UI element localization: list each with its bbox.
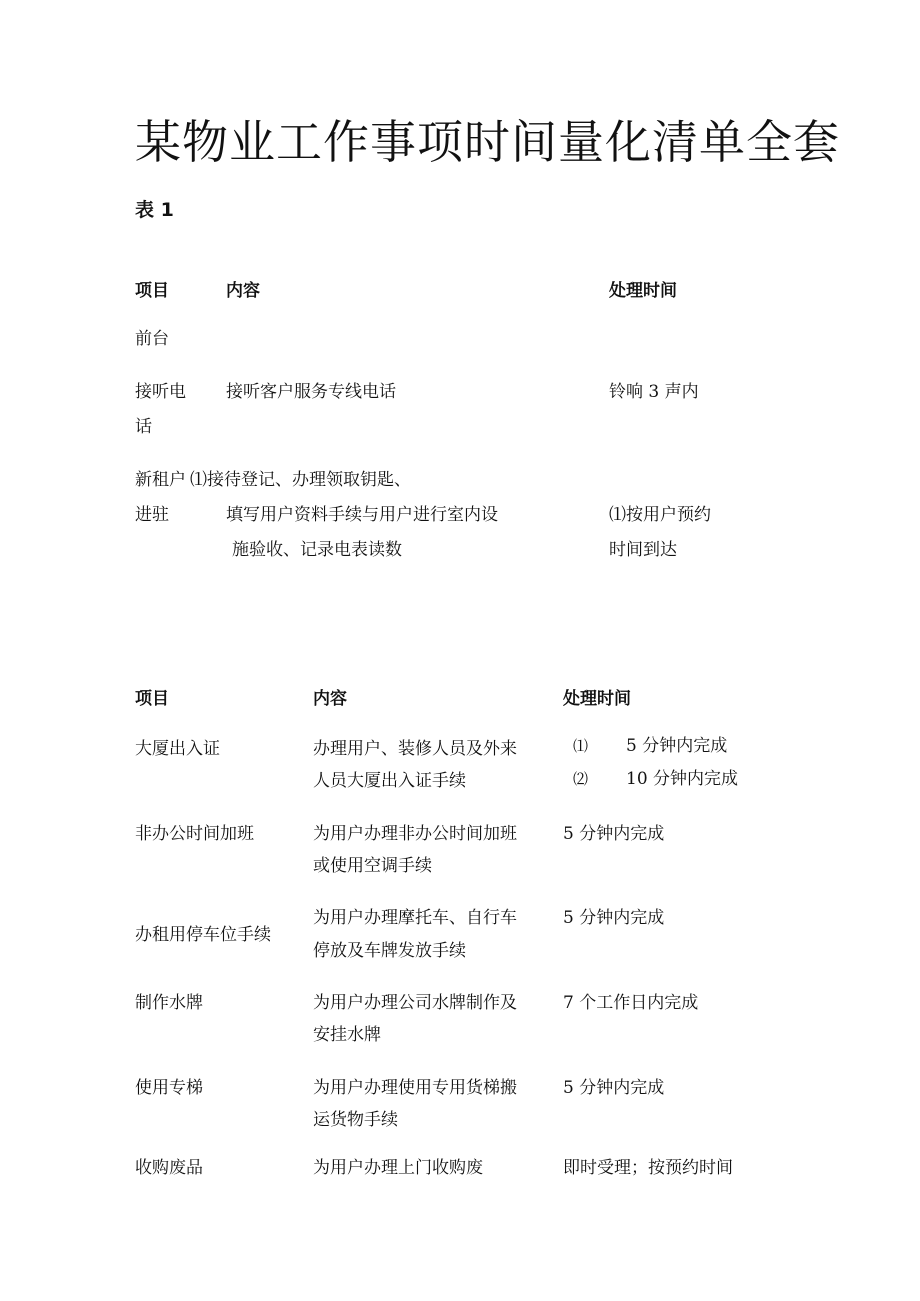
row-content-cont: 安挂水牌 [313, 1025, 381, 1045]
row-item: 制作水牌 [135, 993, 203, 1013]
row-item: 接听电 [135, 382, 186, 402]
header-content: 内容 [313, 689, 347, 709]
section-label: 前台 [135, 329, 169, 349]
row-time: 5 分钟内完成 [563, 1078, 665, 1098]
row-content-cont: 填写用户资料手续与用户进行室内设 [226, 505, 498, 525]
row-time: 7 个工作日内完成 [563, 993, 699, 1013]
row-item: 使用专梯 [135, 1078, 203, 1098]
row-time: 5 分钟内完成 [626, 736, 728, 756]
row-time-cont: 时间到达 [609, 540, 677, 560]
page-title: 某物业工作事项时间量化清单全套 [135, 115, 840, 169]
header-item: 项目 [135, 281, 169, 301]
table-caption: 表 1 [135, 199, 174, 221]
row-content-cont: 或使用空调手续 [313, 856, 432, 876]
row-content: ⑴接待登记、办理领取钥匙、 [190, 470, 411, 490]
row-content-cont: 停放及车牌发放手续 [313, 941, 466, 961]
list-number: ⑵ [573, 770, 589, 788]
row-content: 接听客户服务专线电话 [226, 382, 396, 402]
row-item: 收购废品 [135, 1158, 203, 1178]
row-content: 为用户办理使用专用货梯搬 [313, 1078, 517, 1098]
row-item-cont: 进驻 [135, 505, 169, 525]
list-number: ⑴ [573, 737, 589, 755]
row-content-cont: 人员大厦出入证手续 [313, 771, 466, 791]
row-item-cont: 话 [135, 417, 152, 437]
row-content-cont: 运货物手续 [313, 1110, 398, 1130]
row-time-cont: 10 分钟内完成 [626, 769, 739, 789]
header-content: 内容 [226, 281, 260, 301]
row-content: 为用户办理非办公时间加班 [313, 824, 517, 844]
row-time: 5 分钟内完成 [563, 824, 665, 844]
row-time: 5 分钟内完成 [563, 908, 665, 928]
row-content: 为用户办理上门收购废 [313, 1158, 483, 1178]
row-time: 铃响 3 声内 [609, 382, 699, 402]
row-item: 办租用停车位手续 [135, 925, 271, 945]
row-time: ⑴按用户预约 [609, 505, 711, 525]
header-time: 处理时间 [563, 689, 631, 709]
row-item: 大厦出入证 [135, 739, 220, 759]
row-content: 为用户办理公司水牌制作及 [313, 993, 517, 1013]
header-item: 项目 [135, 689, 169, 709]
row-content: 办理用户、装修人员及外来 [313, 739, 517, 759]
header-time: 处理时间 [609, 281, 677, 301]
row-content: 为用户办理摩托车、自行车 [313, 908, 517, 928]
row-item: 新租户 [135, 470, 186, 490]
row-item: 非办公时间加班 [135, 824, 254, 844]
row-content-cont: 施验收、记录电表读数 [232, 540, 402, 560]
row-time: 即时受理；按预约时间 [563, 1158, 733, 1178]
